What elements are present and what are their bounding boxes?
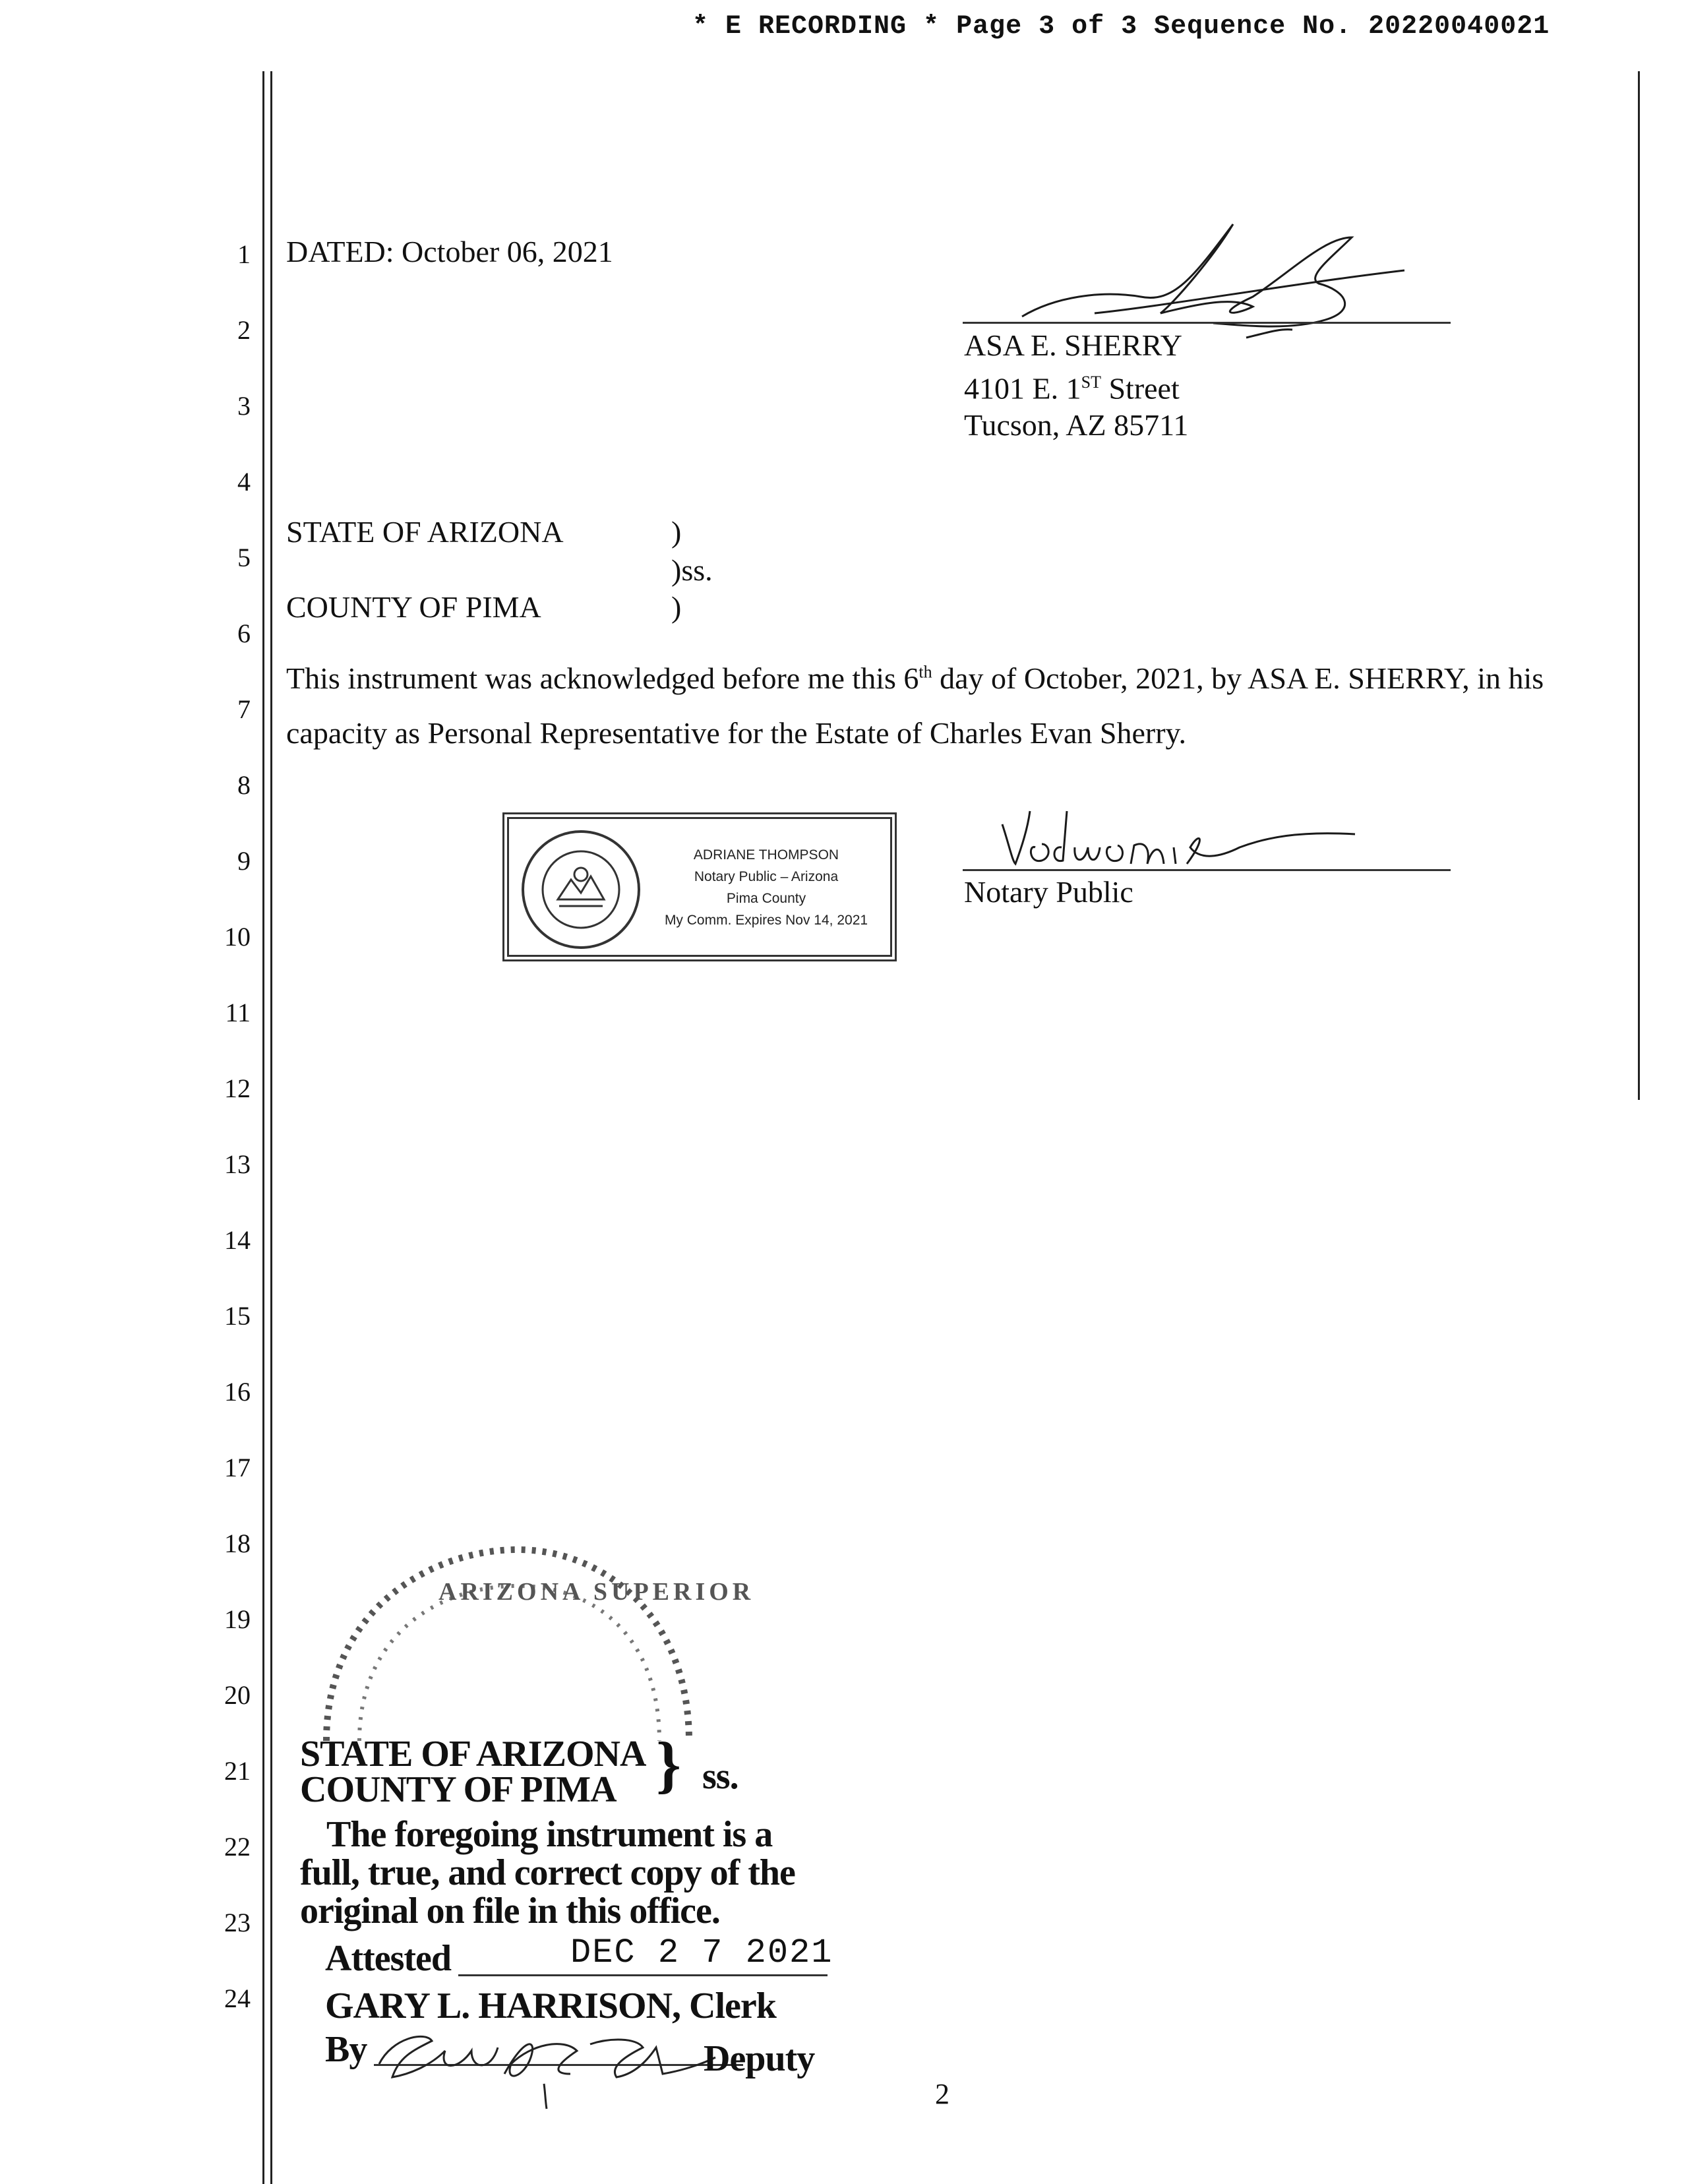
notary-stamp-title: Notary Public – Arizona	[694, 869, 839, 884]
venue-county: COUNTY OF PIMA	[286, 590, 541, 624]
acknowledgment-line-1	[286, 661, 1544, 696]
line-number: 1	[237, 239, 251, 269]
acknowledgment-line-1a: This instrument was acknowledged before me this 6	[286, 661, 919, 695]
court-seal-text: ARIZONA SUPERIOR	[438, 1578, 755, 1606]
line-number: 13	[224, 1149, 251, 1179]
line-number: 3	[237, 391, 251, 421]
left-rule-outer	[262, 71, 264, 2184]
right-rule	[1638, 71, 1640, 1100]
attested-date: DEC 2 7 2021	[570, 1933, 833, 1972]
notary-stamp-commission: My Comm. Expires Nov 14, 2021	[664, 913, 868, 928]
line-number: 14	[224, 1225, 251, 1255]
line-number: 23	[224, 1908, 251, 1937]
line-number: 2	[237, 315, 251, 345]
line-number: 16	[224, 1377, 251, 1407]
page-number: 2	[935, 2078, 950, 2110]
signer-city: Tucson, AZ 85711	[964, 408, 1189, 442]
line-number: 8	[237, 770, 251, 800]
line-number: 18	[224, 1529, 251, 1558]
attest-state: STATE OF ARIZONA	[300, 1734, 646, 1774]
venue-ss: )ss.	[671, 553, 713, 587]
signer-street-prefix: 4101 E. 1	[964, 371, 1081, 406]
venue-state: STATE OF ARIZONA	[286, 515, 564, 549]
venue-paren-bottom: )	[671, 590, 682, 624]
dated-line: DATED: October 06, 2021	[286, 235, 613, 268]
line-number: 20	[224, 1680, 251, 1710]
signer-signature-line	[963, 322, 1451, 324]
notary-stamp-text	[648, 844, 885, 931]
recording-header: * E RECORDING * Page 3 of 3 Sequence No. 20220040021	[692, 12, 1550, 42]
line-number: 21	[224, 1756, 251, 1786]
notary-stamp	[502, 812, 897, 961]
line-number: 9	[237, 846, 251, 876]
attest-line-2: full, true, and correct copy of the	[300, 1852, 795, 1893]
acknowledgment-line-2: capacity as Personal Representative for the Estate of Charles Evan Sherry.	[286, 716, 1187, 750]
signer-street-suffix: Street	[1100, 371, 1180, 406]
attest-ss: ss.	[702, 1756, 738, 1797]
notary-signature	[989, 798, 1385, 877]
notary-stamp-name: ADRIANE THOMPSON	[693, 847, 839, 863]
acknowledgment-line-1b: day of October, 2021, by ASA E. SHERRY, in his	[932, 661, 1544, 695]
line-number: 22	[224, 1832, 251, 1862]
line-number: 17	[224, 1453, 251, 1482]
line-number: 5	[237, 543, 251, 572]
line-number: 7	[237, 694, 251, 724]
attest-county: COUNTY OF PIMA	[300, 1769, 617, 1810]
attest-brace: }	[656, 1729, 681, 1800]
line-number: 24	[224, 1984, 251, 2013]
signer-name: ASA E. SHERRY	[964, 328, 1183, 362]
signer-street-sup: ST	[1081, 373, 1101, 392]
arizona-seal-icon	[518, 827, 644, 952]
deputy-label: Deputy	[704, 2038, 815, 2079]
attest-line-1: The foregoing instrument is a	[326, 1814, 773, 1855]
line-number: 12	[224, 1074, 251, 1103]
line-number: 15	[224, 1301, 251, 1331]
acknowledgment-sup: th	[919, 662, 932, 682]
clerk-attestation-stamp	[300, 1523, 867, 2117]
notary-public-label: Notary Public	[964, 875, 1133, 909]
signer-address	[964, 327, 1188, 444]
notary-signature-line	[963, 869, 1451, 871]
clerk-name: GARY L. HARRISON, Clerk	[325, 1986, 776, 2026]
by-label: By	[325, 2029, 367, 2070]
line-number: 4	[237, 467, 251, 497]
venue-paren-top: )	[671, 515, 682, 549]
line-number: 19	[224, 1604, 251, 1634]
deputy-signature	[373, 2011, 742, 2110]
attested-date-line	[458, 1974, 828, 1976]
line-number: 11	[225, 998, 251, 1027]
signer-street	[964, 364, 1188, 407]
line-number: 6	[237, 619, 251, 648]
left-rule-inner	[270, 71, 272, 2184]
line-number: 10	[224, 922, 251, 952]
attest-line-3: original on file in this office.	[300, 1891, 720, 1931]
notary-stamp-county: Pima County	[726, 891, 806, 906]
attested-label: Attested	[325, 1938, 452, 1979]
